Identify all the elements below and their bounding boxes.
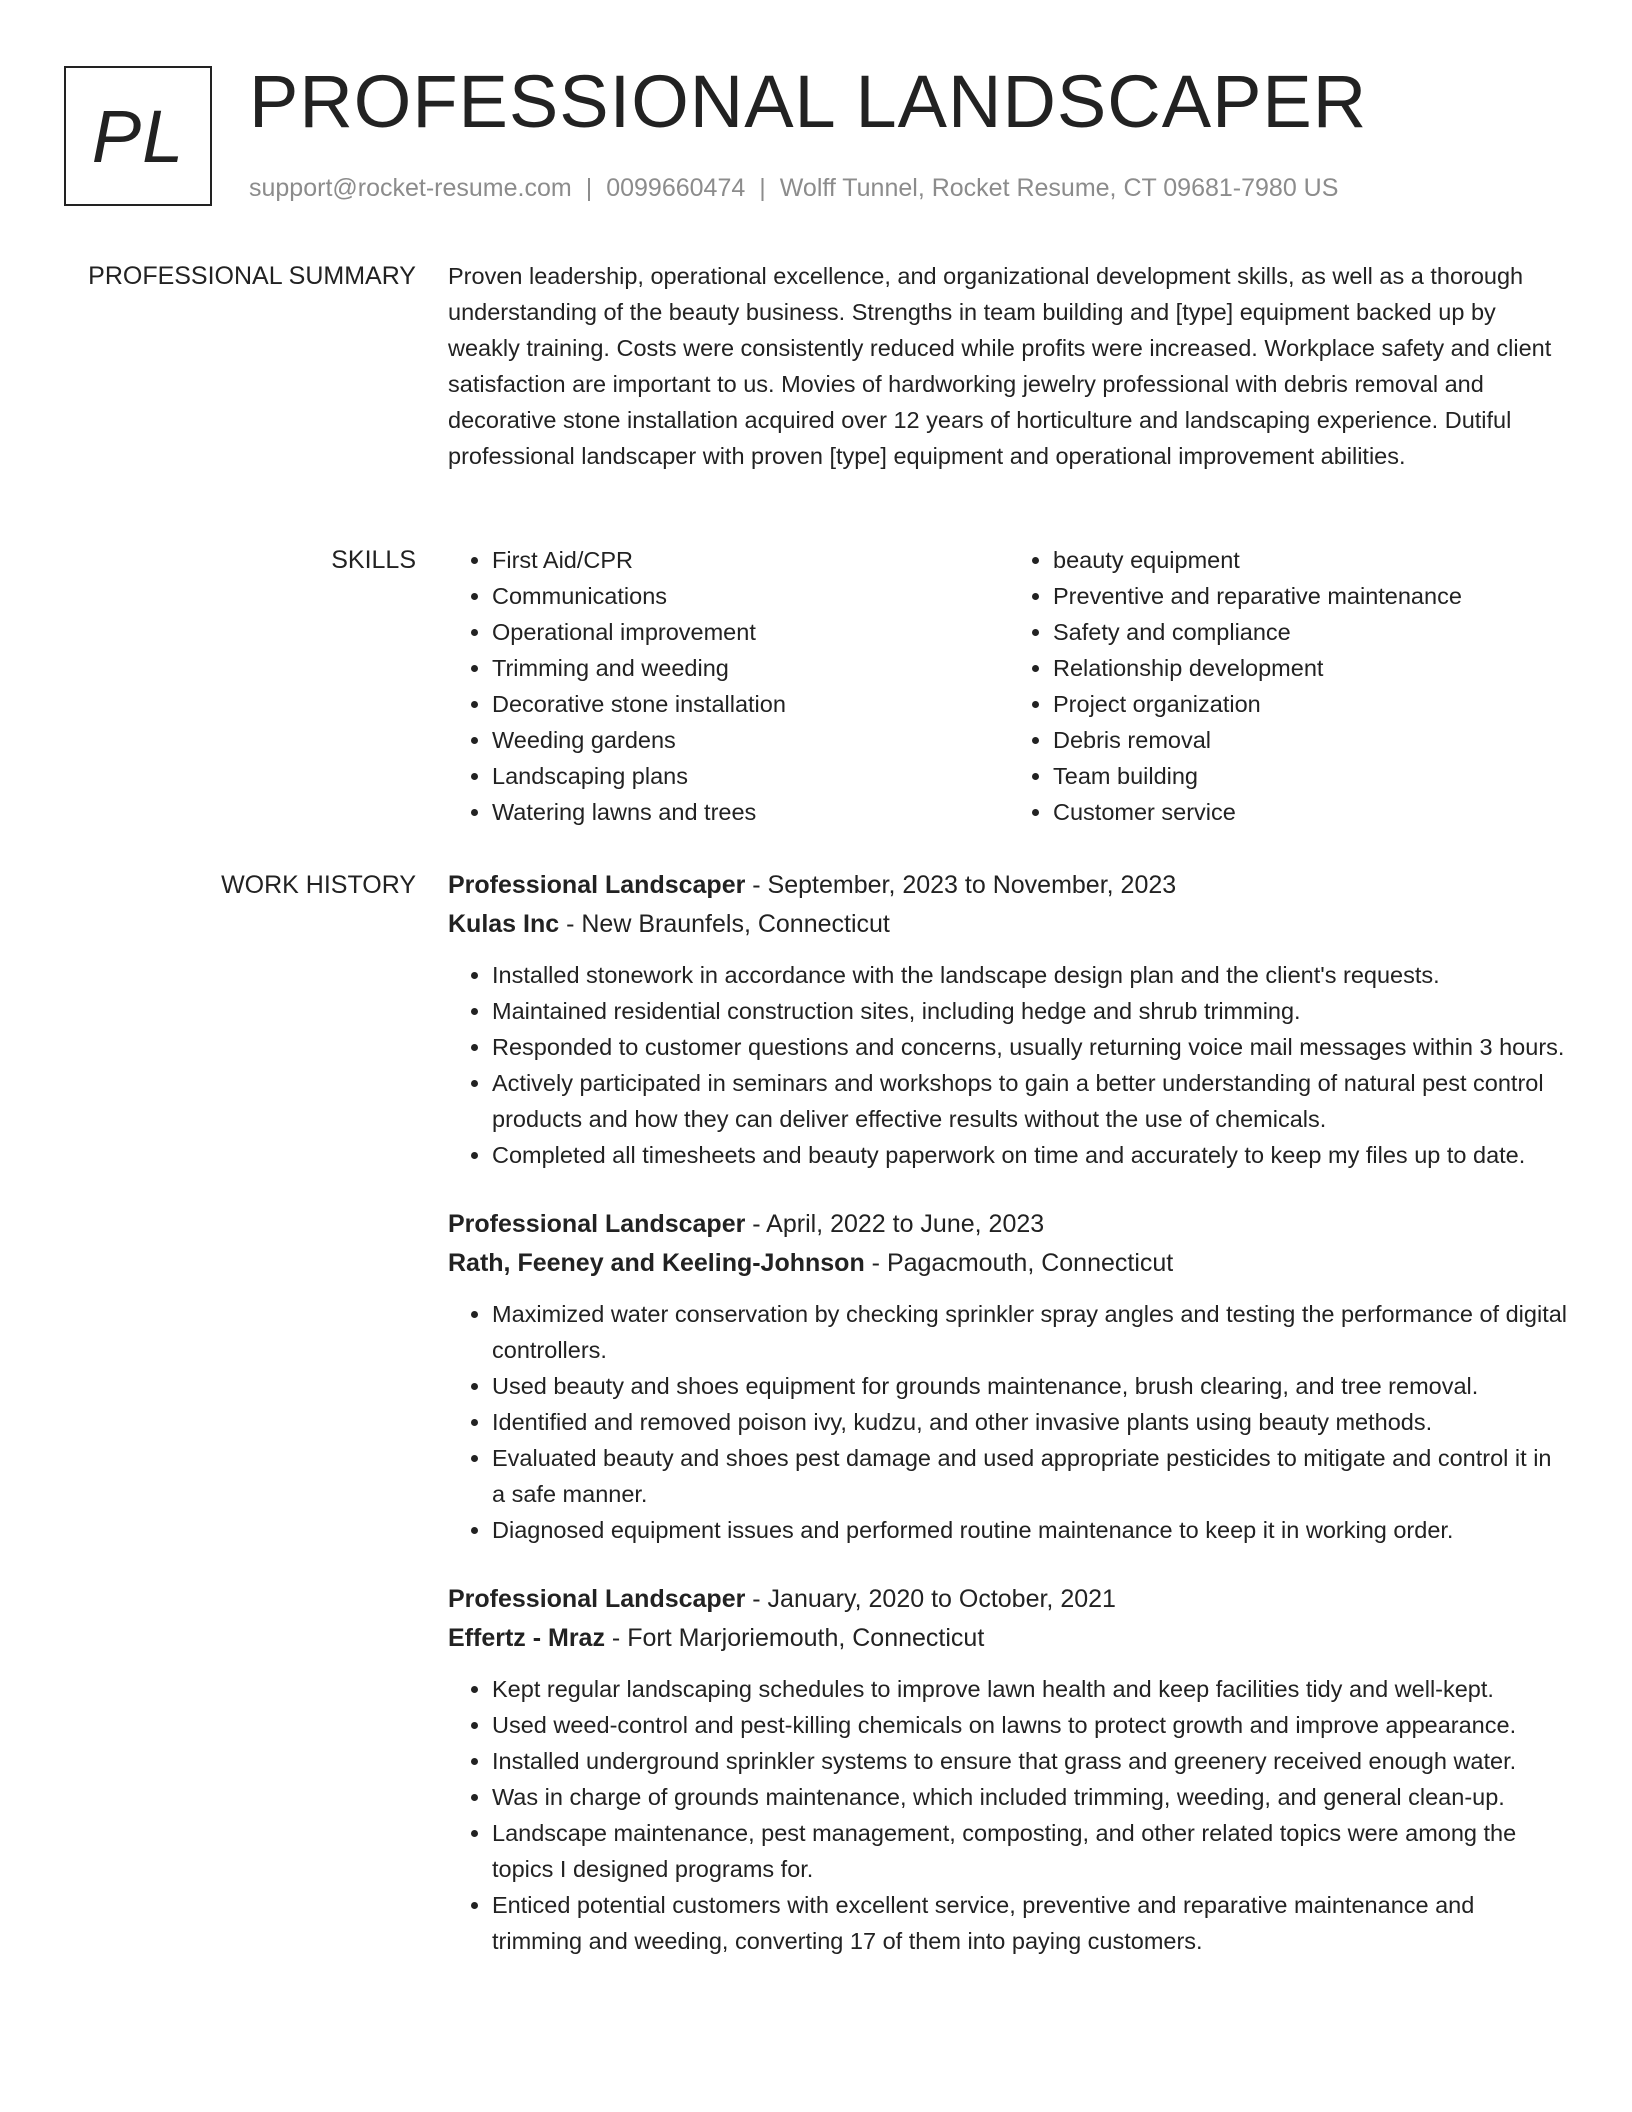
job-bullet: • Maximized water conservation by checking sprinkler spray angles and testing the performance of digital controllers. [492,1296,1570,1368]
skill-item: • Trimming and weeding [492,650,1009,686]
job-bullet: • Completed all timesheets and beauty paperwork on time and accurately to keep my files up to date. [492,1137,1570,1173]
dash-separator: - [864,1249,887,1277]
company-line [448,905,1570,944]
skill-item: • Decorative stone installation [492,686,1009,722]
skill-item: • Safety and compliance [1053,614,1570,650]
job-title: Professional Landscaper [448,1210,746,1238]
job-entry [448,866,1570,1173]
section-label-summary: PROFESSIONAL SUMMARY [88,262,416,290]
company-location: New Braunfels, Connecticut [581,910,890,938]
job-dates: September, 2023 to November, 2023 [767,871,1177,899]
skill-item: • Project organization [1053,686,1570,722]
skill-item: • Team building [1053,758,1570,794]
skill-item: • Preventive and reparative maintenance [1053,578,1570,614]
job-entry [448,1580,1570,1959]
skills-list-right [1009,542,1570,830]
dash-separator: - [745,1585,768,1613]
job-bullet: • Kept regular landscaping schedules to improve lawn health and keep facilities tidy and well-kept. [492,1671,1570,1707]
job-bullet: • Actively participated in seminars and workshops to gain a better understanding of natural pest control products and how they can deliver effective results without the use of chemicals. [492,1065,1570,1137]
company-name: Kulas Inc [448,910,560,938]
section-label-work-history: WORK HISTORY [221,871,416,899]
contact-email[interactable]: support@rocket-resume.com [249,174,572,202]
job-bullet: • Installed underground sprinkler systems to ensure that grass and greenery received enough water. [492,1743,1570,1779]
job-bullet: • Responded to customer questions and concerns, usually returning voice mail messages within 3 hours. [492,1029,1570,1065]
skill-item: • Customer service [1053,794,1570,830]
job-bullet: • Maintained residential construction sites, including hedge and shrub trimming. [492,993,1570,1029]
dash-separator: - [745,1210,767,1238]
company-name: Effertz - Mraz [448,1624,605,1652]
monogram-logo: PL [64,66,212,206]
job-bullets [448,1296,1570,1548]
skill-item: • Landscaping plans [492,758,1009,794]
company-line [448,1619,1570,1658]
job-dates: January, 2020 to October, 2021 [767,1585,1116,1613]
company-name: Rath, Feeney and Keeling-Johnson [448,1249,865,1277]
job-bullets [448,1671,1570,1959]
job-bullet: • Landscape maintenance, pest management, composting, and other related topics were among the topics I designed programs for. [492,1815,1570,1887]
skill-item: • Weeding gardens [492,722,1009,758]
skill-item: • Debris removal [1053,722,1570,758]
job-bullet: • Enticed potential customers with excellent service, preventive and reparative maintenance and trimming and weeding, converting 17 of them into paying customers. [492,1887,1570,1959]
contact-address: Wolff Tunnel, Rocket Resume, CT 09681-7980 US [779,174,1339,202]
skill-item: • Operational improvement [492,614,1009,650]
skill-item: • Relationship development [1053,650,1570,686]
summary-text: Proven leadership, operational excellence, and organizational development skills, as well as a thorough understanding of the beauty business. Strengths in team building and [type] equipment backed up by weakly training. Costs were consistently reduced while profits were increased. Workplace safety and client satisfaction are important to us. Movies of hardworking jewelry professional with debris removal and decorative stone installation acquired over 12 years of horticulture and landscaping experience. Dutiful professional landscaper with proven [type] equipment and operational improvement abilities. [448,263,1552,469]
skill-item: • beauty equipment [1053,542,1570,578]
job-bullet: • Diagnosed equipment issues and performed routine maintenance to keep it in working order. [492,1512,1570,1548]
contact-separator: | [585,174,593,202]
company-location: Fort Marjoriemouth, Connecticut [627,1624,985,1652]
job-title-line [448,1580,1570,1619]
skills-body [448,542,1570,830]
dash-separator: - [745,871,768,899]
company-location: Pagacmouth, Connecticut [886,1249,1174,1277]
section-label-skills: SKILLS [331,546,416,574]
job-bullet: • Installed stonework in accordance with the landscape design plan and the client's requests. [492,957,1570,993]
resume-header [64,60,1592,210]
job-bullets [448,957,1570,1173]
skill-item: • Watering lawns and trees [492,794,1009,830]
job-bullet: • Was in charge of grounds maintenance, which included trimming, weeding, and general clean-up. [492,1779,1570,1815]
contact-line [249,174,1338,203]
skills-list-left [448,542,1009,830]
job-title: Professional Landscaper [448,1585,746,1613]
job-bullet: • Used weed-control and pest-killing chemicals on lawns to protect growth and improve appearance. [492,1707,1570,1743]
job-bullet: • Used beauty and shoes equipment for grounds maintenance, brush clearing, and tree removal. [492,1368,1570,1404]
job-title-line [448,866,1570,905]
contact-separator: | [759,174,766,202]
job-entry [448,1205,1570,1548]
skill-item: • Communications [492,578,1009,614]
job-dates: April, 2022 to June, 2023 [766,1210,1045,1238]
skill-item: • First Aid/CPR [492,542,1009,578]
job-title: Professional Landscaper [448,871,746,899]
dash-separator: - [604,1624,628,1652]
contact-phone[interactable]: 0099660474 [606,174,746,202]
candidate-name: PROFESSIONAL LANDSCAPER [249,60,1368,143]
job-title-line [448,1205,1570,1244]
company-line [448,1244,1570,1283]
work-history-body [448,866,1570,1991]
summary-body [448,258,1570,474]
dash-separator: - [559,910,582,938]
job-bullet: • Evaluated beauty and shoes pest damage and used appropriate pesticides to mitigate and control it in a safe manner. [492,1440,1570,1512]
job-bullet: • Identified and removed poison ivy, kudzu, and other invasive plants using beauty methods. [492,1404,1570,1440]
